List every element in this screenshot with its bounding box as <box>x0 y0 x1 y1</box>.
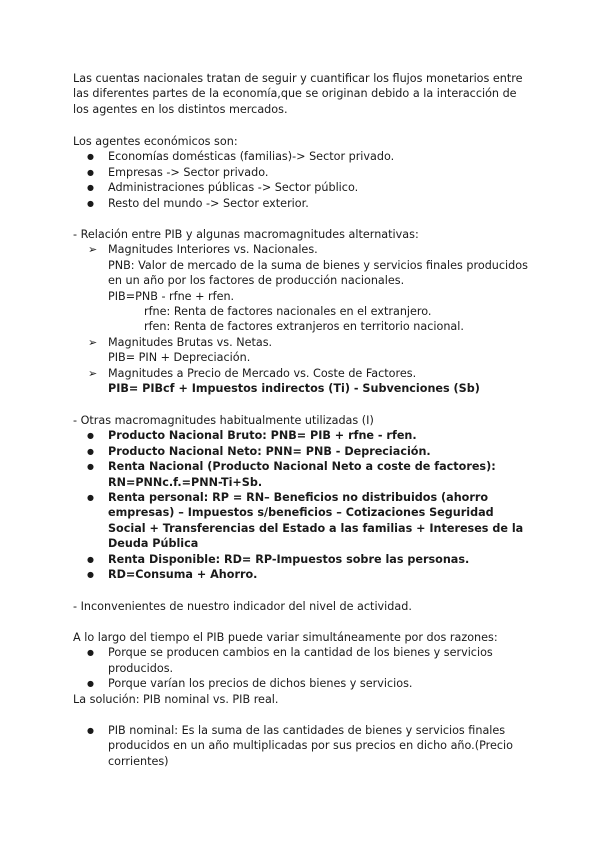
item-line: RN=PNNc.f.=PNN-Ti+Sb. <box>108 475 263 489</box>
item-line: producidos en un año multiplicadas por sus precios en dicho año.(Precio <box>108 739 513 753</box>
list-item <box>73 366 573 381</box>
list-item: ● Resto del mundo -> Sector exterior. <box>73 196 573 211</box>
list-item <box>73 723 573 769</box>
razones-section <box>73 630 573 707</box>
relacion-list <box>73 335 573 350</box>
pib-pnb-formula: PIB=PNB - rfne + rfen. <box>108 289 235 303</box>
agentes-title: Los agentes económicos son: <box>73 135 238 148</box>
rfen-definition: rfen: Renta de factores extranjeros en territorio nacional. <box>144 320 464 334</box>
intro-line: Las cuentas nacionales tratan de seguir y cuantificar los flujos monetarios entre <box>73 72 523 85</box>
razones-title: A lo largo del tiempo el PIB puede variar simultáneamente por dos razones: <box>73 631 498 644</box>
intro-line: los agentes en los distintos mercados. <box>73 102 288 116</box>
inconvenientes-title: - Inconvenientes de nuestro indicador del nivel de actividad. <box>73 600 412 613</box>
item-line: corrientes) <box>108 754 169 768</box>
item-line: ● Porque se producen cambios en la cantidad de los bienes y servicios <box>108 646 493 660</box>
list-item <box>73 335 573 350</box>
list-item: ● Administraciones públicas -> Sector público. <box>73 180 573 195</box>
item-text: Magnitudes Interiores vs. Nacionales. <box>108 243 318 257</box>
list-item: ● Producto Nacional Neto: PNN= PNB - Depreciación. <box>73 444 573 459</box>
list-item: ● Renta Disponible: RD= RP-Impuestos sobre las personas. <box>73 552 573 567</box>
relacion-section <box>73 227 573 396</box>
list-item: ● Economías domésticas (familias)-> Sector privado. <box>73 149 573 164</box>
rfne-definition: rfne: Renta de factores nacionales en el extranjero. <box>144 305 432 319</box>
otras-section <box>73 413 573 582</box>
relacion-list <box>73 242 573 257</box>
agentes-section <box>73 134 573 211</box>
pnb-definition: PNB: Valor de mercado de la suma de bienes y servicios finales producidos <box>108 258 528 272</box>
nominal-section <box>73 723 573 769</box>
item-text: Magnitudes a Precio de Mercado vs. Coste de Factores. <box>108 366 417 380</box>
arrow-bullet-icon: ➢ <box>88 243 98 257</box>
item-line: ● Renta personal: RP = RN– Beneficios no distribuidos (ahorro <box>108 491 489 505</box>
list-item <box>73 490 573 552</box>
intro-paragraph <box>73 71 573 117</box>
list-item: ● Porque varían los precios de dichos bienes y servicios. <box>73 676 573 691</box>
item-line: ● PIB nominal: Es la suma de las cantidades de bienes y servicios finales <box>108 724 506 737</box>
list-item: ● Producto Nacional Bruto: PNB= PIB + rfne - rfen. <box>73 428 573 443</box>
arrow-bullet-icon: ➢ <box>88 366 98 380</box>
otras-title: - Otras macromagnitudes habitualmente utilizadas (I) <box>73 414 374 427</box>
relacion-list <box>73 366 573 381</box>
pibcf-formula: PIB= PIBcf + Impuestos indirectos (Ti) - Subvenciones (Sb) <box>108 382 480 396</box>
item-line: ● Renta Nacional (Producto Nacional Neto a coste de factores): <box>108 460 496 474</box>
list-item <box>73 645 573 676</box>
item-text: Magnitudes Brutas vs. Netas. <box>108 335 273 349</box>
item-line: Deuda Pública <box>108 537 199 551</box>
item-line: empresas) – Impuestos s/beneficios – Cotizaciones Seguridad <box>108 506 494 520</box>
solucion-line: La solución: PIB nominal vs. PIB real. <box>73 692 279 706</box>
nominal-list <box>73 723 573 769</box>
pib-pin-formula: PIB= PIN + Depreciación. <box>108 351 251 365</box>
list-item <box>73 459 573 490</box>
item-line: producidos. <box>108 661 174 675</box>
list-item: ● RD=Consuma + Ahorro. <box>73 567 573 582</box>
relacion-title: - Relación entre PIB y algunas macromagnitudes alternativas: <box>73 228 419 241</box>
item-line: Social + Transferencias del Estado a las familias + Intereses de la <box>108 521 524 535</box>
list-item: ● Empresas -> Sector privado. <box>73 165 573 180</box>
arrow-bullet-icon: ➢ <box>88 335 98 349</box>
razones-list <box>73 645 573 691</box>
pnb-definition: en un año por los factores de producción nacionales. <box>108 274 405 288</box>
list-item <box>73 242 573 257</box>
inconvenientes-section <box>73 599 573 614</box>
agentes-list <box>73 149 573 211</box>
otras-list <box>73 428 573 582</box>
intro-line: las diferentes partes de la economía,que se originan debido a la interacción de <box>73 87 517 101</box>
